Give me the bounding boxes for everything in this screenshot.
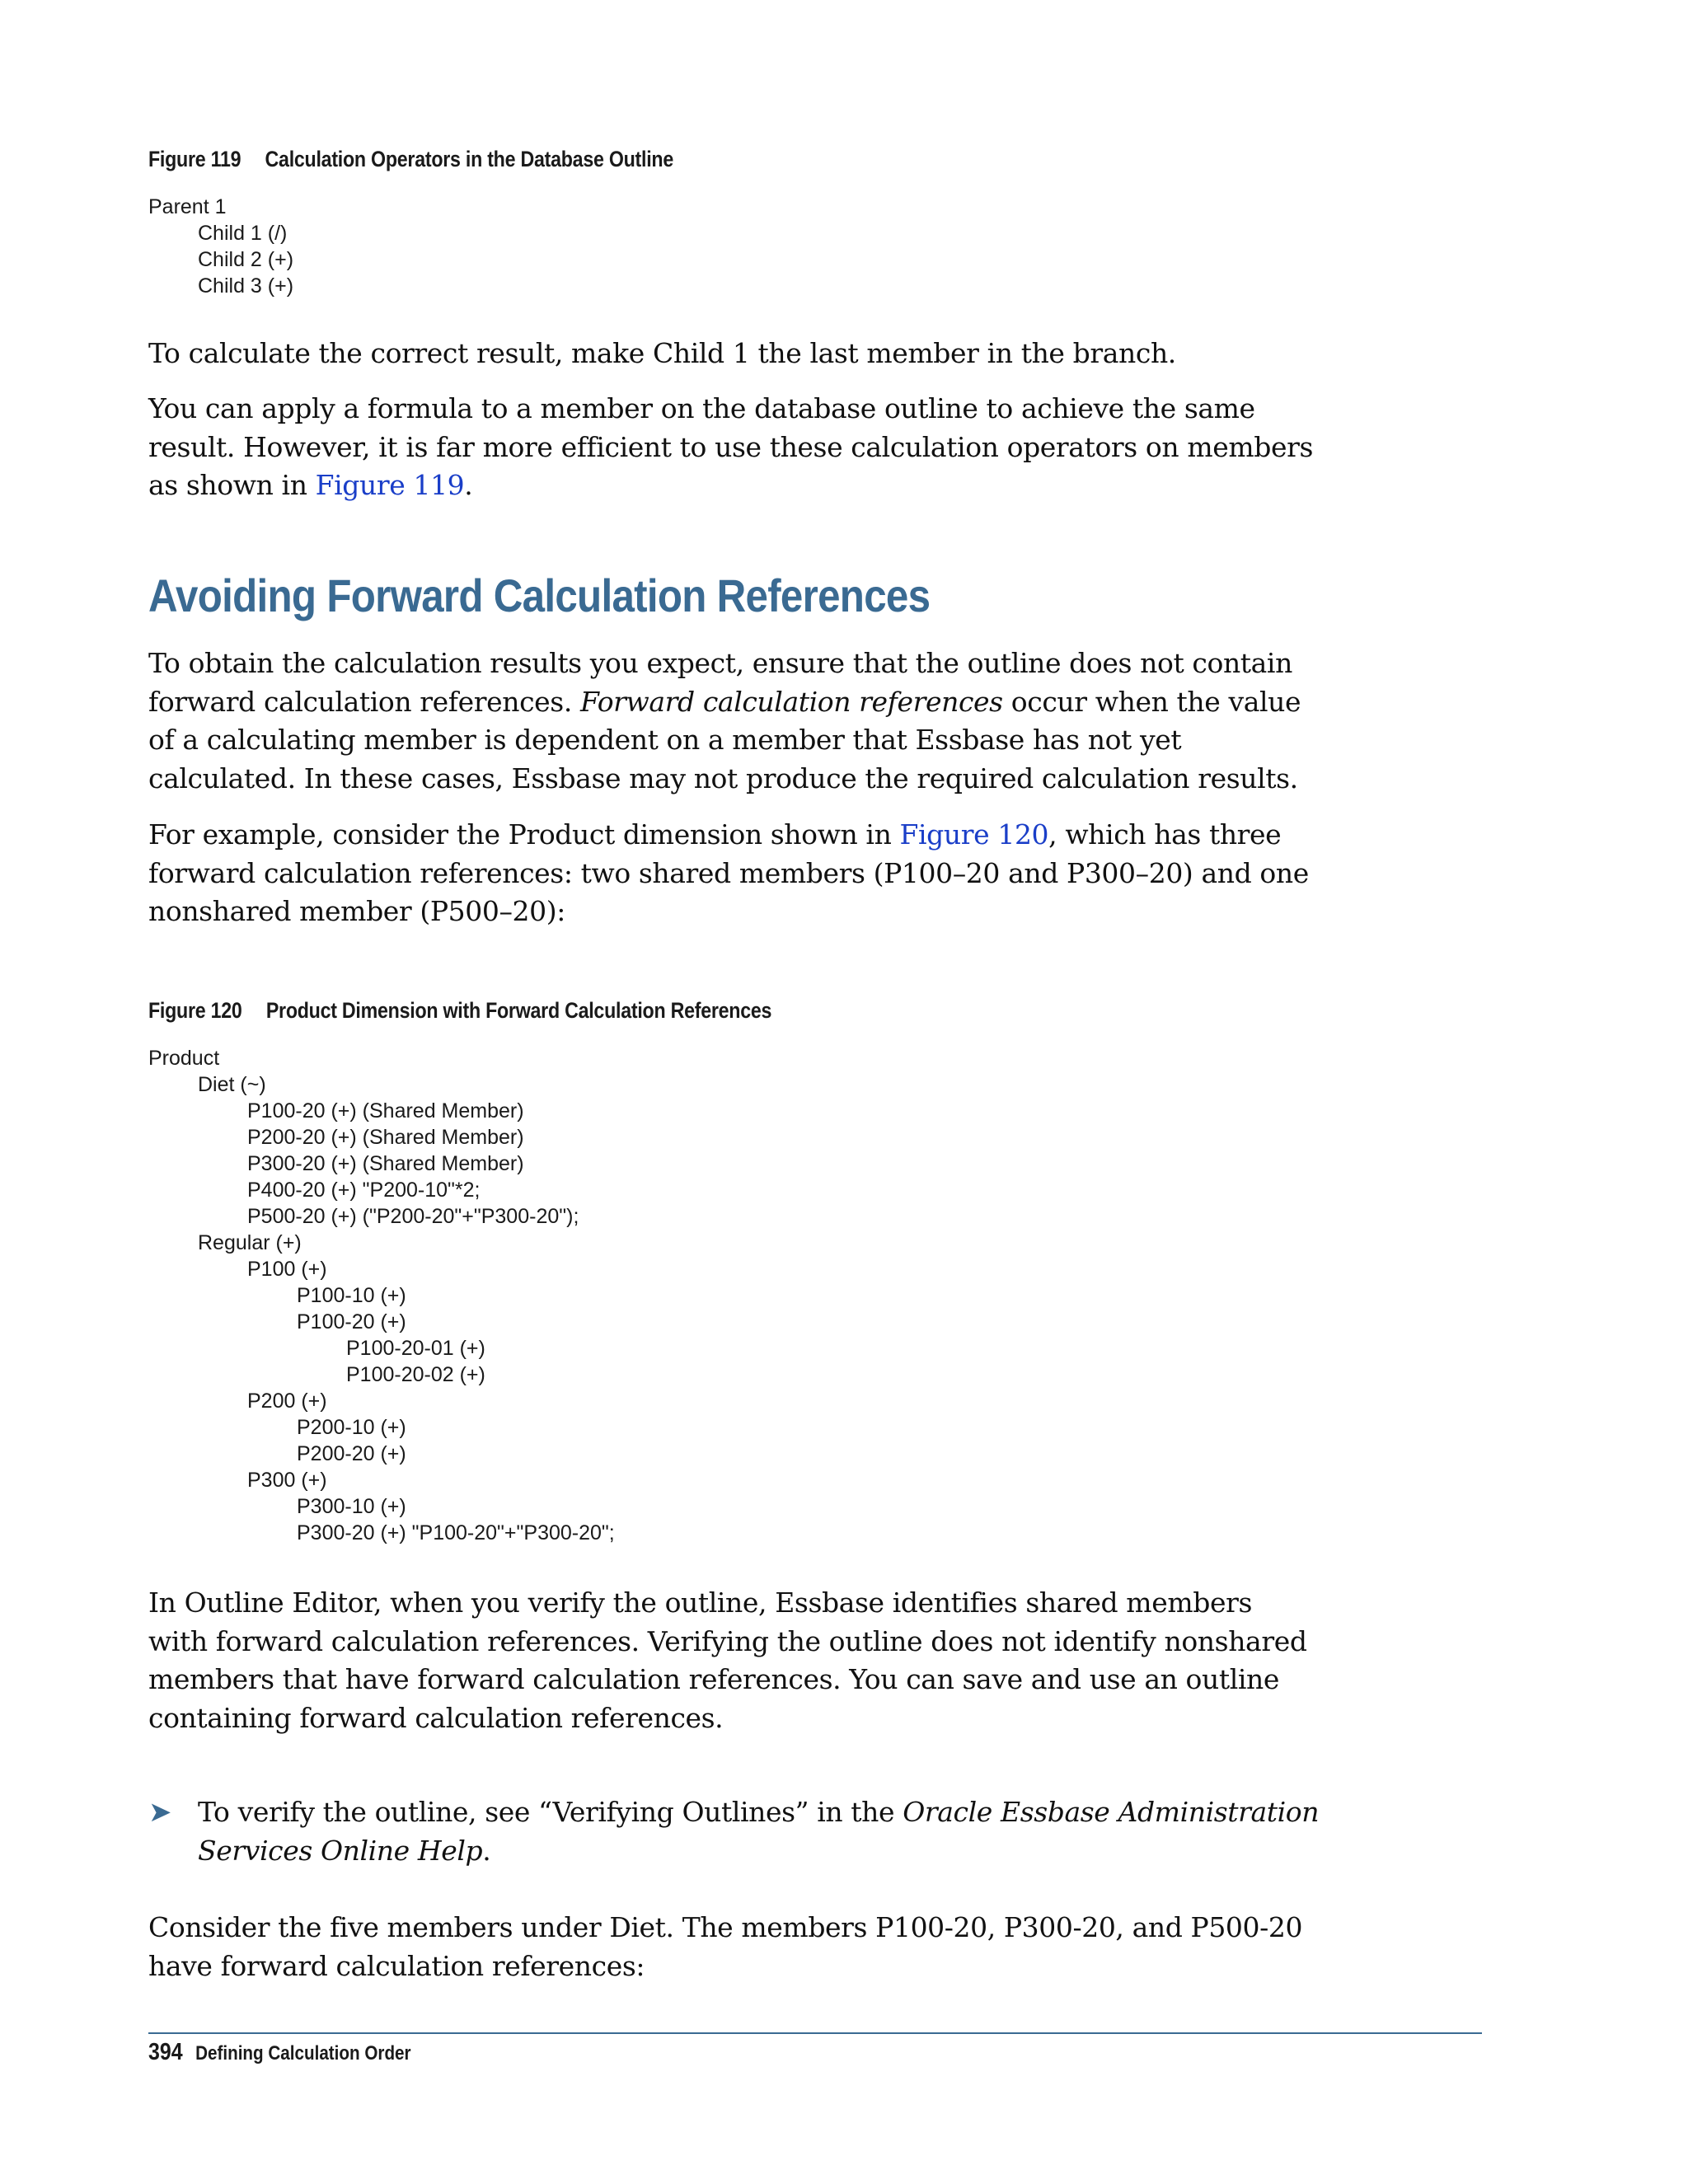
outline-member: Diet (~) [198, 1073, 266, 1096]
figure-119-link[interactable]: Figure 119 [315, 469, 465, 501]
outline-member: P200-10 (+) [297, 1416, 406, 1439]
outline-member: P200-20 (+) [297, 1442, 406, 1465]
page-footer [148, 2039, 411, 2066]
outline-member: P300 (+) [247, 1469, 327, 1492]
chapter-title: Defining Calculation Order [195, 2042, 411, 2064]
outline-member: Child 3 (+) [198, 274, 294, 298]
section-heading: Avoiding Forward Calculation References [148, 569, 931, 621]
figure-120-link[interactable]: Figure 120 [899, 818, 1049, 851]
paragraph-text: occur when the value of a calculating member is dependent on a member that Essbase has not yet calculated. In these cases, Essbase may not produce the required calculation results. [148, 685, 1301, 794]
outline-member: Parent 1 [148, 195, 227, 218]
procedure-step [198, 1793, 1335, 1870]
paragraph-text: To calculate the correct result, make Child 1 the last member in the branch. [148, 337, 1176, 369]
outline-member: Product [148, 1047, 220, 1070]
outline-member: P300-20 (+) (Shared Member) [247, 1152, 524, 1175]
paragraph-text: Consider the five members under Diet. The members P100-20, P300-20, and P500-20 have forward calculation references: [148, 1911, 1303, 1982]
paragraph-text: To verify the outline, see “Verifying Outlines” in the [198, 1796, 903, 1828]
outline-member: P100-20-01 (+) [346, 1337, 485, 1360]
paragraph [148, 1909, 1319, 1985]
outline-member: P200 (+) [247, 1390, 327, 1413]
paragraph [148, 335, 1319, 373]
paragraph-text: . [482, 1834, 491, 1867]
paragraph-text: To obtain the calculation results you expect, ensure that the outline does not contain forward calculation references. [148, 647, 1292, 718]
paragraph-text: . [464, 469, 473, 501]
outline-member: P500-20 (+) ("P200-20"+"P300-20"); [247, 1205, 579, 1228]
outline-member: Regular (+) [198, 1231, 302, 1254]
outline-member: P100 (+) [247, 1258, 327, 1281]
figure-number: Figure 120 [148, 998, 242, 1023]
outline-member: P400-20 (+) "P200-10"*2; [247, 1179, 481, 1202]
figure-title: Calculation Operators in the Database Outline [265, 147, 674, 171]
paragraph-text: In Outline Editor, when you verify the outline, Essbase identifies shared members with forward calculation references. Verifying the outline does not identify nonshared members that have forward calculation references. You can save and use an outline containing forward calculation references. [148, 1586, 1307, 1734]
outline-member: P300-10 (+) [297, 1495, 406, 1518]
emphasis-term: Forward calculation references [580, 685, 1003, 718]
outline-member: P300-20 (+) "P100-20"+"P300-20"; [297, 1521, 615, 1544]
outline-member: Child 1 (/) [198, 222, 288, 245]
figure-number: Figure 119 [148, 147, 241, 171]
footer-rule [148, 2032, 1482, 2034]
figure-title: Product Dimension with Forward Calculation References [265, 998, 772, 1023]
paragraph-text: For example, consider the Product dimension shown in [148, 818, 900, 851]
outline-member: P100-10 (+) [297, 1284, 406, 1307]
outline-member: P100-20-02 (+) [346, 1363, 485, 1386]
outline-member: P100-20 (+) (Shared Member) [247, 1099, 524, 1122]
paragraph [148, 816, 1319, 931]
paragraph-text: , which has three forward calculation references: two shared members (P100–20 and P300–20) and one nonshared member (P500–20): [148, 818, 1309, 927]
outline-member: P100-20 (+) [297, 1310, 406, 1333]
paragraph [148, 390, 1319, 505]
paragraph-text: You can apply a formula to a member on the database outline to achieve the same result. However, it is far more efficient to use these calculation operators on members as shown in [148, 392, 1313, 501]
paragraph [148, 1584, 1319, 1737]
figure-119-caption [148, 147, 673, 172]
outline-member: P200-20 (+) (Shared Member) [247, 1126, 524, 1149]
paragraph [148, 644, 1319, 798]
procedure-arrow-icon: ➤ [148, 1796, 172, 1829]
page-number: 394 [148, 2039, 183, 2065]
outline-member: Child 2 (+) [198, 248, 294, 271]
emphasis-title: Oracle Essbase Administration Services Online Help [198, 1796, 1320, 1867]
figure-120-caption [148, 998, 771, 1024]
